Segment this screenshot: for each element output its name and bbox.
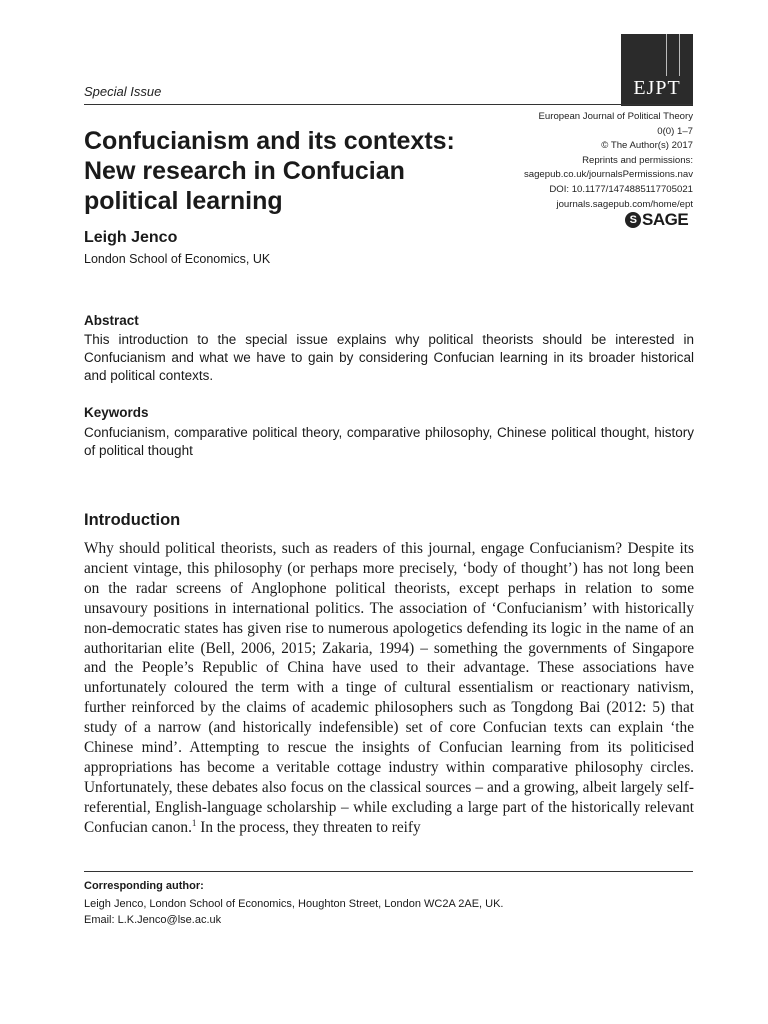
footnote-divider (84, 871, 693, 872)
doi-line[interactable]: DOI: 10.1177/1474885117705021 (549, 183, 693, 195)
body-text-continuation: In the process, they threaten to reify (196, 818, 421, 836)
corresponding-author-details (84, 896, 503, 928)
sage-icon: S (625, 212, 641, 228)
permissions-link[interactable]: sagepub.co.uk/journalsPermissions.nav (523, 169, 693, 181)
publisher-name: SAGE (642, 210, 689, 229)
corresponding-address: Leigh Jenco, London School of Economics, Houghton Street, London WC2A 2AE, UK. (84, 898, 504, 910)
abstract-heading: Abstract (84, 313, 139, 328)
keywords-text: Confucianism, comparative political theory, comparative philosophy, Chinese political thought, history of political thought (84, 425, 694, 458)
publisher-logo (625, 210, 688, 230)
corresponding-email[interactable]: Email: L.K.Jenco@lse.ac.uk (84, 914, 222, 926)
logo-line (666, 34, 667, 76)
journal-name: European Journal of Political Theory (538, 111, 693, 122)
introduction-heading: Introduction (84, 511, 181, 529)
footnote-marker[interactable]: 1 (191, 817, 197, 828)
journal-homepage-link[interactable]: journals.sagepub.com/home/ept (556, 198, 693, 210)
author-affiliation: London School of Economics, UK (84, 252, 271, 266)
journal-logo (621, 34, 693, 106)
journal-metadata (524, 110, 693, 212)
introduction-body (84, 539, 694, 838)
header-divider (84, 104, 693, 105)
article-title: Confucianism and its contexts: New research in Confucian political learning (84, 127, 455, 215)
reprints-label: Reprints and permissions: (582, 154, 693, 166)
author-name: Leigh Jenco (84, 229, 178, 246)
volume-pages: 0(0) 1–7 (657, 125, 693, 137)
special-issue-label: Special Issue (84, 84, 162, 99)
body-text-main: Why should political theorists, such as readers of this journal, engage Confucianism? Despite its ancient vintage, this philosophy (or perhaps more precisely, ‘body of thought’) has not long been on the radar screens of Anglophone political theorists, except perhaps in relation to some unsavoury positions in international politics. The association of ‘Confucianism’ with historically non-democratic states has given rise to numerous apologetics defending its logic in the name of an authoritarian elite (Bell, 2006, 2015; Zakaria, 1994) – something the governments of Singapore and the People’s Republic of China have used to their advantage. These associations have unfortunately coloured the term with a tinge of cultural essentialism or reactionary nativism, further reinforced by the claims of academic philosophers such as Tongdong Bai (2012: 5) that study of a narrow (and historically indefensible) set of core Confucian texts can explain ‘the Chinese mind’. Attempting to rescue the insights of Confucian learning from its politicised appropriations has become a veritable cottage industry within comparative philosophy circles. Unfortunately, these debates also focus on the classical sources – and a growing, albeit largely self-referential, English-language scholarship – while excluding a large part of the historically relevant Confucian canon. (84, 540, 694, 836)
abstract-text: This introduction to the special issue explains why political theorists should be interested in Confucianism and what we have to gain by considering Confucian learning in its broader historical and political contexts. (84, 332, 694, 383)
copyright-line: © The Author(s) 2017 (601, 140, 693, 152)
logo-line (679, 34, 680, 76)
logo-text: EJPT (633, 77, 681, 99)
keywords-heading: Keywords (84, 405, 149, 420)
corresponding-author-label: Corresponding author: (84, 880, 204, 892)
